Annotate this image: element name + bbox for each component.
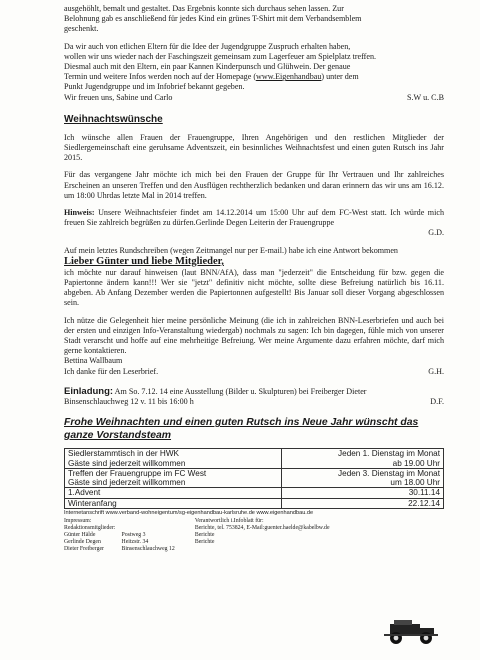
- signature-initials: G.D.: [428, 228, 444, 238]
- date-cell: Jeden 3. Dienstag im Monat um 18.00 Uhr: [281, 468, 443, 488]
- youth-group-paragraph: [64, 42, 444, 103]
- date-cell: 22.12.14: [281, 498, 443, 508]
- text-line: ausgehöhlt, bemalt und gestaltet. Das Ergebnis konnte sich durchaus sehen lassen. Zur: [64, 4, 344, 13]
- hint-label: Hinweis:: [64, 208, 95, 218]
- intro-paragraph: [64, 4, 444, 35]
- imprint-col-responsibility: Verantwortlich i.Infoblatt für: Berichte, tel. 753824, E-Mail:guenter.haelde@kabelbw.de Berichte Berichte: [194, 518, 330, 546]
- table-row: [65, 468, 444, 488]
- section-heading-weihnachtswuensche: Weihnachtswünsche: [64, 113, 163, 125]
- event-cell: Siedlerstammtisch in der HWK Gäste sind jederzeit willkommen: [65, 449, 282, 469]
- text-line: Da wir auch von etlichen Eltern für die Idee der Jugendgruppe Zuspruch erhalten haben,: [64, 41, 351, 51]
- season-greeting-banner: Frohe Weihnachten und einen guten Rutsch ins Neue Jahr wünscht das ganze Vorstandsteam: [64, 417, 419, 441]
- hint-paragraph: [64, 208, 444, 239]
- text-line: Diesmal auch mit den Eltern, ein paar Kannen Kinderpunsch und Glühwein. Der genaue: [64, 62, 351, 72]
- date-cell: Jeden 1. Dienstag im Monat ab 19.00 Uhr: [281, 449, 443, 469]
- table-row: [65, 488, 444, 498]
- signature-initials: G.H.: [428, 366, 444, 376]
- letter-thanks: Ich danke für den Leserbrief.: [64, 366, 159, 376]
- invitation-paragraph: [64, 387, 444, 407]
- invite-text: Binsenschlauchweg 12 v. 11 bis 16:00 h: [64, 397, 194, 407]
- table-row: [65, 498, 444, 508]
- signature-initials: S.W u. C.B: [407, 92, 444, 102]
- text-line: Punkt Jugendgruppe und im Infobrief bekannt gegeben.: [64, 82, 245, 92]
- text-line: [64, 72, 444, 82]
- event-cell: Treffen der Frauengruppe im FC West Gäste sind jederzeit willkommen: [65, 468, 282, 488]
- text-line: wollen wir uns wieder nach der Faschingszeit gemeinsam zum Lagerfeuer am Spielplatz treffen.: [64, 51, 377, 61]
- dates-table: [64, 448, 444, 509]
- letter-body-2: Ich nütze die Gelegenheit hier meine persönliche Meinung (die ich in zahlreichen BNN-Leserbriefen und auch bei der ersten und einzigen Info-Veranstaltung wiedergab) nochmals zu sagen: Ich bin dagegen, fühle mich von unserer Stadt verarscht und hoffe auf eine mehrheitige Befreiung. Wer meine Argumente dazu erfahren möchte, darf mich gerne kontaktieren.: [64, 315, 444, 356]
- invite-label: Einladung:: [64, 385, 114, 397]
- closing-line: Wir freuen uns, Sabine und Carlo: [64, 92, 173, 102]
- text-fragment: Termin und weitere Infos werden noch auf der Homepage (: [64, 72, 257, 82]
- table-row: [65, 449, 444, 469]
- letter-salutation: Lieber Günter und liebe Mitglieder,: [64, 255, 224, 267]
- imprint-col-addresses: Postweg 3 Heitzstr. 34 Binsenschlauchweg 12: [121, 532, 175, 553]
- date-cell: 30.11.14: [281, 488, 443, 498]
- footer-url-line: Internetanschrift www.verband-wohneigentum/sg-eigenhandbau-karlsruhe.de www.eigenhandbau.de: [64, 510, 314, 517]
- signature-initials: D.F.: [430, 397, 444, 407]
- imprint-block: [64, 518, 444, 553]
- text-line: geschenkt.: [64, 24, 99, 34]
- imprint-col-names: Impressum: Redaktionsmitglieder: Günter Hälde Gerlinde Degen Dieter Freiberger: [64, 518, 116, 553]
- letter-intro: Auf mein letztes Rundschreiben (wegen Zeitmangel nur per E-mail.) habe ich eine Antwort bekommen: [64, 245, 398, 255]
- event-cell: 1.Advent: [65, 488, 282, 498]
- wishes-paragraph-2: Für das vergangene Jahr möchte ich mich bei den Frauen der Gruppe für Ihr Vertrauen und Ihr zahlreiches Erscheinen an unseren Treffen und den Ausflügen rechtherzlich bedanken und daran erinnern das wir uns am 16.12. um 18:00 Uhrdas letzte Mal in 2014 treffen.: [64, 170, 444, 200]
- letter-body-1: ich möchte nur darauf hinweisen (laut BNN/AfA), dass man "jederzeit" die Entscheidung für bzw. gegen die Papiertonne ändern kann!!! Wer sie "jetzt" definitiv nicht möchte, sollte diese Befreiung natürlich bis 16.11. abgeben. Ab Anfang Dezember werden die Papiertonnen aufgestellt! Bis Januar soll dieser Vorgang abgeschlossen sein.: [64, 267, 444, 308]
- homepage-link[interactable]: www.Eigenhandbau: [256, 72, 322, 82]
- vintage-car-logo: [380, 616, 440, 646]
- text-fragment: ) unter dem: [321, 72, 359, 82]
- text-line: Belohnung gab es anschließend für jedes Kind ein grünes T-Shirt mit dem Verbandsemblem: [64, 14, 362, 24]
- letter-author: Bettina Wallbaum: [64, 356, 123, 366]
- wishes-paragraph-1: Ich wünsche allen Frauen der Frauengruppe, Ihren Angehörigen und den restlichen Mitglieder der Siedlergemeinschaft eine geruhsame Adventszeit, ein besinnliches Weihnachtsfest und einen guten Rutsch ins Jahr 2015.: [64, 132, 444, 163]
- invite-text: Am So. 7.12. 14 eine Ausstellung (Bilder u. Skulpturen) bei Freiberger Dieter: [113, 386, 367, 396]
- event-cell: Winteranfang: [65, 498, 282, 508]
- hint-text: Unsere Weihnachtsfeier findet am 14.12.2014 um 15:00 Uhr auf dem FC-West statt. Ich würde mich freuen Sie zahlreich begrüßen zu dürfen.Gerlinde Degen Leiterin der Frauengruppe: [64, 208, 444, 228]
